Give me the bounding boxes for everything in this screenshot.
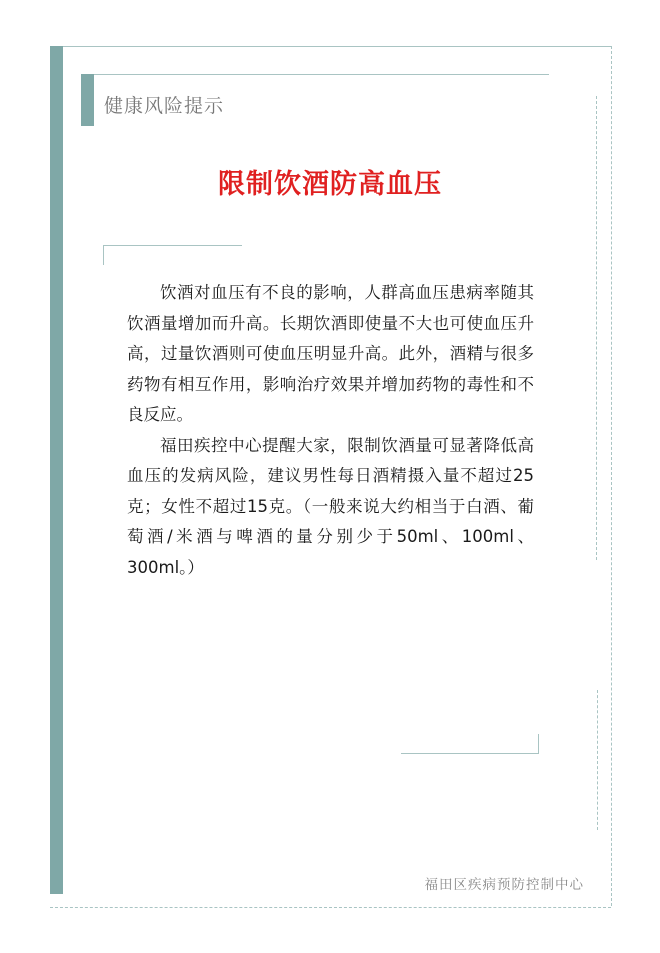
footer-organization: 福田区疾病预防控制中心 [424,877,584,893]
corner-bracket-top-left [103,245,242,246]
article-body [127,278,534,583]
paragraph: 福田疾控中心提醒大家，限制饮酒量可显著降低高血压的发病风险，建议男性每日酒精摄入量不超过25克；女性不超过15克。（一般来说大约相当于白酒、葡萄酒/米酒与啤酒的量分别少于50ml、100ml、300ml。） [127,435,534,577]
corner-bracket-bottom-right [401,753,539,754]
header-line [94,74,549,75]
header-accent-block [81,74,94,126]
corner-bracket-top-left-vertical [103,245,104,265]
corner-bracket-bottom-right-vertical [538,734,539,754]
article-title: 限制饮酒防高血压 [218,169,442,200]
bottom-dashed-border [50,907,611,908]
section-label: 健康风险提示 [104,95,225,117]
paragraph: 饮酒对血压有不良的影响，人群高血压患病率随其饮酒量增加而升高。长期饮酒即使量不大也可使血压升高，过量饮酒则可使血压明显升高。此外，酒精与很多药物有相互作用，影响治疗效果并增加药物的毒性和不良反应。 [127,283,534,424]
inner-right-dashed-line-lower [597,690,598,830]
top-border-line [63,46,611,47]
